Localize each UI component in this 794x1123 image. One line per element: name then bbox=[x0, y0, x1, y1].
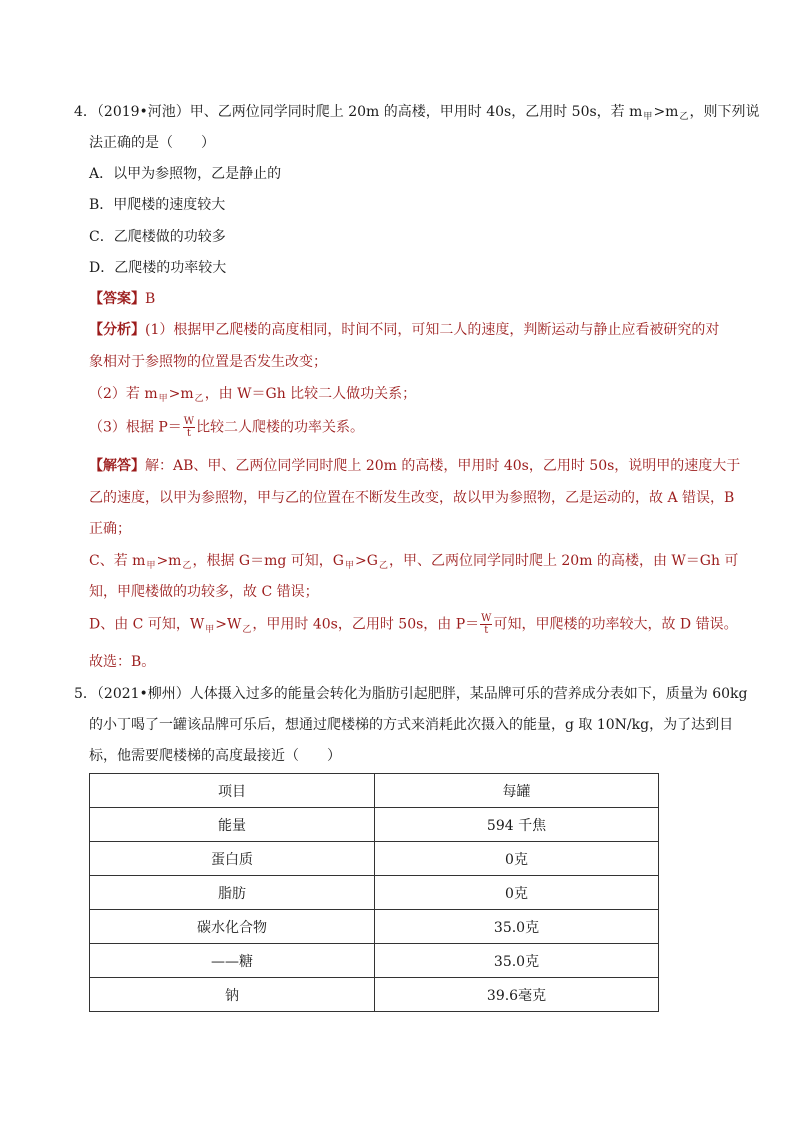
table-cell-item: ——糖 bbox=[90, 944, 375, 978]
q4-conclusion: 故选：B。 bbox=[89, 654, 156, 670]
q4-analysis-line-4: （3）根据 P＝ $\frac{W}{t}$ 比较二人爬楼的功率关系。 bbox=[89, 416, 365, 439]
table-row bbox=[90, 910, 659, 944]
q5-stem-line-2: 的小丁喝了一罐该品牌可乐后，想通过爬楼梯的方式来消耗此次摄入的能量，g 取 10N/kg，为了达到目 bbox=[89, 717, 734, 733]
q4-option-a: A．以甲为参照物，乙是静止的 bbox=[89, 166, 282, 182]
table-cell-value: 0克 bbox=[375, 876, 659, 910]
q4-answer bbox=[89, 289, 155, 309]
table-cell-item: 能量 bbox=[90, 808, 375, 842]
q4-analysis-line-3: （2）若 $m_甲>m_乙$，由 W＝Gh 比较二人做功关系； bbox=[89, 386, 417, 404]
answer-value: B bbox=[145, 291, 156, 307]
power-fraction: $\frac{W}{t}$ bbox=[183, 416, 195, 439]
table-cell-item: 钠 bbox=[90, 978, 375, 1012]
power-fraction: $\frac{W}{t}$ bbox=[481, 613, 492, 636]
table-row bbox=[90, 944, 659, 978]
table-cell-item: 脂肪 bbox=[90, 876, 375, 910]
table-cell-value: 594 千焦 bbox=[375, 808, 659, 842]
table-cell-item: 蛋白质 bbox=[90, 842, 375, 876]
answer-tag: 【答案】 bbox=[89, 291, 145, 307]
table-cell-value: 0克 bbox=[375, 842, 659, 876]
q4-option-d: D．乙爬楼的功率较大 bbox=[89, 260, 227, 276]
q4-option-c: C．乙爬楼做的功较多 bbox=[89, 229, 226, 245]
table-cell-value: 39.6毫克 bbox=[375, 978, 659, 1012]
q4-option-b: B．甲爬楼的速度较大 bbox=[89, 197, 226, 213]
q4-solution-line-2: 乙的速度，以甲为参照物，甲与乙的位置在不断发生改变，故以甲为参照物，乙是运动的，故 A 错误，B bbox=[89, 490, 735, 506]
table-header-row bbox=[90, 774, 659, 808]
q4-solution-line-4: C、若 $m_甲>m_乙$，根据 G＝mg 可知，$G_甲>G_乙$，甲、乙两位同学同时爬上 20m 的高楼，由 W＝Gh 可 bbox=[89, 553, 739, 571]
q4-solution-line-6: D、由 C 可知，$W_甲>W_乙$，甲用时 40s，乙用时 50s，由 P＝ $\frac{W}{t}$ 可知，甲爬楼的功率较大，故 D 错误。 bbox=[89, 613, 738, 636]
table-header-item: 项目 bbox=[90, 774, 375, 808]
q4-stem-line-1: 4．（2019•河池）甲、乙两位同学同时爬上 20m 的高楼，甲用时 40s，乙用时 50s，若 $m_甲>m_乙$，则下列说 bbox=[74, 104, 760, 122]
table-row bbox=[90, 978, 659, 1012]
q4-stem-line-2: 法正确的是（ ） bbox=[89, 135, 215, 151]
q5-stem-line-3: 标，他需要爬楼梯的高度最接近（ ） bbox=[89, 748, 341, 764]
q4-analysis-line-2: 象相对于参照物的位置是否发生改变； bbox=[89, 354, 327, 370]
q4-analysis-line-1: 【分析】(1）根据甲乙爬楼的高度相同，时间不同，可知二人的速度，判断运动与静止应看被研究的对 bbox=[89, 322, 720, 338]
solution-tag: 【解答】 bbox=[89, 458, 145, 474]
q5-stem-line-1: 5．（2021•柳州）人体摄入过多的能量会转化为脂肪引起肥胖，某品牌可乐的营养成分表如下，质量为 60kg bbox=[74, 686, 748, 702]
q4-solution-line-5: 知，甲爬楼做的功较多，故 C 错误； bbox=[89, 584, 319, 600]
nutrition-table bbox=[89, 773, 659, 1012]
table-header-per-can: 每罐 bbox=[375, 774, 659, 808]
table-row bbox=[90, 842, 659, 876]
q4-solution-line-3: 正确； bbox=[89, 521, 131, 537]
analysis-tag: 【分析】 bbox=[89, 322, 145, 338]
table-cell-item: 碳水化合物 bbox=[90, 910, 375, 944]
table-cell-value: 35.0克 bbox=[375, 944, 659, 978]
table-row bbox=[90, 808, 659, 842]
table-cell-value: 35.0克 bbox=[375, 910, 659, 944]
table-row bbox=[90, 876, 659, 910]
q4-solution-line-1: 【解答】解：AB、甲、乙两位同学同时爬上 20m 的高楼，甲用时 40s，乙用时 50s，说明甲的速度大于 bbox=[89, 458, 741, 474]
